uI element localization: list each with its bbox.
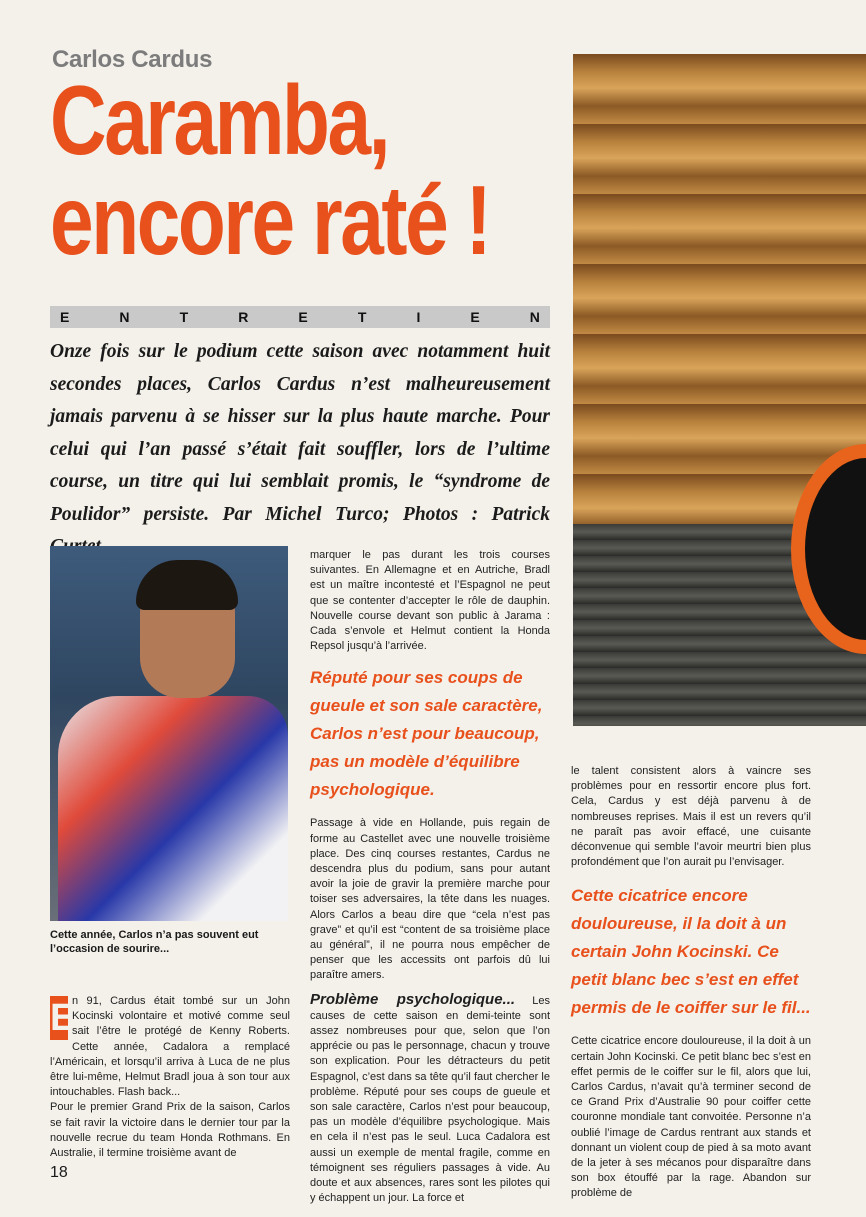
race-photo — [573, 54, 866, 726]
rubric-letter: E — [470, 309, 480, 325]
article-lede: Onze fois sur le podium cette saison avec notamment huit secondes places, Carlos Cardus n’est malheureusement jamais parvenu à se hisser sur la plus haute marche. Pour celui qui l’an passé s’était fait souffler, lors de l’ultime course, un titre qui lui semblait promis, le “syndrome de Poulidor” persiste. Par Michel Turco; Photos : Patrick — [50, 341, 550, 525]
rider-suit — [58, 696, 288, 921]
rubric-letter: I — [416, 309, 421, 325]
headline-line-1: Caramba, — [50, 65, 389, 175]
rider-photo — [50, 546, 288, 921]
rubric-letter: N — [529, 309, 540, 325]
column-1 — [50, 994, 290, 1161]
page-number: 18 — [50, 1164, 68, 1181]
drop-cap: E — [50, 997, 76, 1039]
rubric-letter: T — [179, 309, 189, 325]
rubric-letter: N — [119, 309, 130, 325]
col3-pullquote: Cette cicatrice encore douloureuse, il la doit à un certain John Kocinski. Ce petit blanc bec s’est en effet permis de le coiffer sur le fil... — [571, 886, 811, 1018]
col2-pullquote: Réputé pour ses coups de gueule et son sale caractère, Carlos n’est pour beaucoup, pas un modèle d’équilibre psychologique. — [310, 668, 543, 800]
photo-caption: Cette année, Carlos n’a pas souvent eut l’occasion de sourire... — [50, 929, 259, 955]
section-subhead: Problème psychologique... — [310, 990, 516, 1008]
col3-para-1: le talent consistent alors à vaincre ses problèmes pour en ressortir encore plus fort. Cela, Cardus y est déjà parvenu à de nombreuses reprises. Mais il est un revers qu’il ne paraît pas avoir effacé, une cuisante déconvenue qui semble l’avoir meurtri bien plus profondément que l’on aurait pu l’envisager. — [571, 765, 811, 869]
rubric-letter: E — [298, 309, 308, 325]
col2-para-1: marquer le pas durant les trois courses suivantes. En Allemagne et en Autriche, Bradl est un maître incontesté et l’Espagnol ne peut que se contenter d’accepter le rôle de dauphin. Nouvelle course devant son public à Jarama : Cada s’envole et Helmut contient la Honda Repsol jusqu’à l’arrivée. — [310, 549, 550, 653]
col2-para-3-text: Les causes de cette saison en demi-teinte sont assez nombreuses pour que, selon que l’on apprécie ou pas le personnage, chacun y trouve son explication. Pour les détracteurs du petit Espagnol, c’est dans sa tête qu’il faut chercher le problème. Réputé pour ses coups de gueule et son sale caractère, Carlos n’est pour beaucoup, pas un modèle d’équilibre psychologique. Mais en cela il n’est pas le seul. Luca Cadalora est aussi un exemple de mental fragile, comme en témoignent ses réguliers passages à vide. Au doute et aux absences, rares sont les pilotes qui y échappent un jour. La force et — [310, 994, 551, 1205]
column-3 — [571, 764, 811, 1202]
column-2 — [310, 548, 550, 1207]
watermark-stamp — [430, 496, 500, 546]
rubric-letter: R — [238, 309, 249, 325]
rubric-letter: T — [357, 309, 367, 325]
col2-para-3 — [310, 992, 550, 1207]
article-headline — [50, 65, 490, 275]
col1-para-2: Pour le premier Grand Prix de la saison, Carlos se fait ravir la victoire dans le dernier tour par la nouvelle recrue du team Honda Rothmans. En Australie, il termine troisième avant de — [50, 1101, 290, 1160]
article-kicker: Carlos Cardus — [52, 46, 213, 73]
rubric-bar — [50, 306, 550, 328]
rubric-letter: E — [60, 309, 70, 325]
col2-para-2: Passage à vide en Hollande, puis regain de forme au Castellet avec une nouvelle troisième place. Des cinq courses restantes, Cardus ne descendra plus du podium, sans pour autant avoir la joie de gravir la première marche pour toiser ses adversaires, la tête dans les nuages. Alors Carlos a beau dire que “cela n’est pas grave” et qu’il est “content de sa troisième place au général”, il ne pourra nous empêcher de penser que les accessits ont parfois dû lui paraître amers. — [310, 817, 550, 982]
col1-para-1-text: n 91, Cardus était tombé sur un John Kocinski volontaire et motivé comme seul sait l’être le protégé de Kenny Roberts. Cette année, Cadalora a remplacé l’Américain, et lorsqu’il arriva à Luca de ne plus être lui-même, Helmut Bradl joua à son tour aux intouchables. Flash back... — [50, 995, 290, 1099]
col3-para-2: Cette cicatrice encore douloureuse, il la doit à un certain John Kocinski. Ce petit blanc bec s’est en effet permis de le coiffer sur le fil, alors que lui, Carlos Cardus, n’avait qu’à terminer second de ce Grand Prix d’Australie 90 pour coiffer cette couronne mondiale tant convoitée. Personne n’a oublié l’image de Cardus rentrant aux stands et donnant un violent coup de pied à sa moto avant de la jeter à ses mécanos pour disparaître dans son box étouffé par la rage. Abandon sur problème de — [571, 1035, 811, 1200]
col1-para-1 — [50, 994, 290, 1100]
rider-hair — [136, 560, 238, 610]
headline-line-2: encore raté ! — [50, 165, 490, 275]
